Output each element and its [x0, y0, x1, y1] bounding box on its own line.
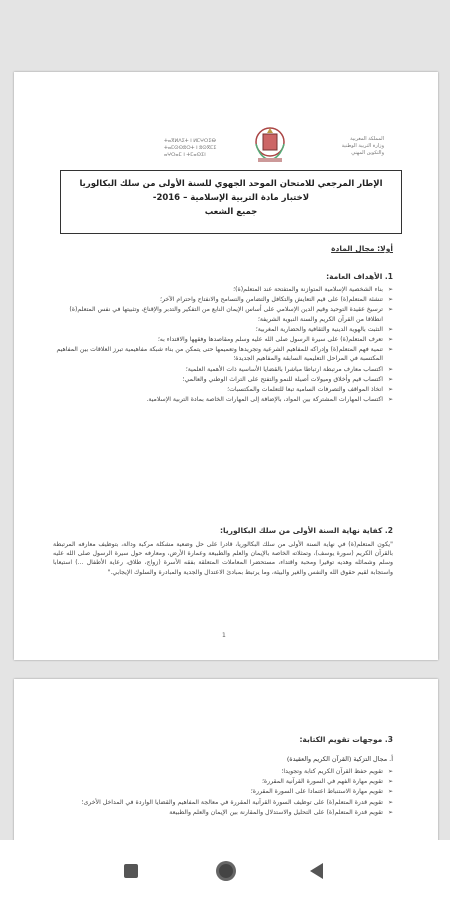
goals-list	[53, 285, 393, 405]
header-line: ⵜⴰⵎⵙⵙⵓⵔⵜ ⵏ ⵓⵙⴳⵎⵉ	[164, 145, 217, 151]
letterhead-arabic	[314, 136, 384, 157]
domain-heading: أ. مجال التزكية (القرآن الكريم والعقيدة)	[286, 755, 393, 763]
list-item: ➢ تعرف المتعلم(ة) على سيرة الرسول صلى الله عليه وسلم ومقاصدها وفقهها والاقتداء به؛	[53, 335, 393, 344]
header-line: وزارة التربية الوطنية	[341, 143, 384, 149]
list-item: ➢ اكتساب المهارات المشتركة بين المواد، بالإضافة إلى المهارات الخاصة بمادة التربية الإسلامية.	[53, 395, 393, 404]
list-item: ➢ ترسيخ عقيدة التوحيد وقيم الدين الإسلامي على أساس الإيمان النابع من التفكير والتدبر والإقناع، وتثبيتها في نفس المتعلم(ة) انطلاقا من القرآن الكريم والسنة النبوية الشريفة؛	[53, 305, 393, 323]
header-line: ⵜⴰⴳⵍⴷⵉⵜ ⵏ ⵍⵎⵖⵔⵉⴱ	[164, 138, 216, 144]
title-line-2: لاختبار مادة التربية الإسلامية – 2016-	[152, 193, 310, 203]
list-item: ➢ تقويم قدرة المتعلم(ة) على توظيف السورة القرآنية المقررة في معالجة المفاهيم والقضايا الواردة في المداخل الأخرى؛	[53, 798, 393, 807]
subsection-heading-goals: 1. الأهداف العامة:	[326, 272, 393, 281]
back-triangle-icon[interactable]	[310, 863, 323, 879]
document-page-1	[14, 72, 438, 660]
exam-title-box	[60, 170, 402, 234]
list-item: ➢ بناء الشخصية الإسلامية المتوازنة والمتفتحة عند المتعلم(ة)؛	[53, 285, 393, 294]
list-item: ➢ تقويم مهارة الاستنباط اعتمادا على السورة المقررة؛	[53, 787, 393, 796]
list-item: ➢ اتخاذ المواقف والتصرفات السامية تبعا للتعلمات والمكتسبات؛	[53, 385, 393, 394]
page-number: 1	[222, 632, 226, 639]
list-item: ➢ تقويم حفظ القرآن الكريم كتابة وتجويدا؛	[53, 767, 393, 776]
assessment-list	[53, 767, 393, 818]
header-line: المملكة المغربية	[350, 136, 384, 142]
subsection-heading-assessment: 3. موجهات تقويم الكتابة:	[299, 735, 393, 744]
list-item: ➢ تنشئة المتعلم(ة) على قيم التعايش والتكافل والتضامن والتسامح والانفتاح واحترام الآخر؛	[53, 295, 393, 304]
competency-paragraph: "يكون المتعلم(ة) في نهاية السنة الأولى من سلك البكالوريا، قادرا على حل وضعية مشكلة مركبة ودالة، بتوظيف معارفه المرتبطة بالقرآن الكريم (سورة يوسف)، وتمثلاته الخاصة بالإيمان والعلم والطبيعة وعمارة الأرض، ومعارفه حول سيرة الرسول صلى الله عليه وسلم وشمائله وهديه توقيرا ومحبة واقتداء، مستحضرا المعاملات المتعلقة بفقه الأسرة (زواج، طلاق، رعاية الأطفال ...) استيعابا واستجابة لقيم حقوق الله والنفس والغير والبيئة، وما يرتبط بمبادئ الاعتدال والجدية والمبادرة والسلوك الإيجابي."	[53, 541, 393, 576]
list-item: ➢ التثبت بالهوية الدينية والثقافية والحضارية المغربية؛	[53, 325, 393, 334]
header-line: ⴰⵖⵔⴰⵎ ⵏ ⵜⵎⴰⵙⵉⵏ	[164, 152, 206, 158]
recents-square-icon[interactable]	[124, 864, 138, 878]
subsection-heading-competency: 2. كفاية نهاية السنة الأولى من سلك البكالوريا:	[220, 526, 393, 535]
title-line-3: جميع الشعب	[204, 207, 258, 217]
title-line-1: الإطار المرجعي للامتحان الموحد الجهوي للسنة الأولى من سلك البكالوريا	[79, 179, 383, 189]
list-item: ➢ تنمية فهم المتعلم(ة) وإدراكه للمفاهيم الشرعية وتجريدها وتعميمها حتى يتمكن من بناء شبكة مفاهيمية تبرز العلاقات بين المفاهيم المكتسبة في المراحل التعليمية السابقة والمفاهيم الجديدة؛	[53, 345, 393, 363]
home-circle-icon[interactable]	[216, 861, 236, 881]
section-heading: أولا: مجال المادة	[331, 244, 393, 253]
letterhead-amazigh	[164, 138, 234, 159]
coat-of-arms-icon	[252, 124, 288, 164]
list-item: ➢ تقويم قدرة المتعلم(ة) على التحليل والاستدلال والمقارنة بين الإيمان والعلم والطبيعة	[53, 808, 393, 817]
list-item: ➢ اكتساب معارف مرتبطة ارتباطا مباشرا بالقضايا الأساسية ذات الأهمية العلمية؛	[53, 365, 393, 374]
header-line: والتكوين المهني	[351, 150, 384, 156]
list-item: ➢ تقويم مهارة الفهم في السورة القرآنية المقررة؛	[53, 777, 393, 786]
list-item: ➢ اكتساب قيم وأخلاق وميولات أصيلة للنمو والتفتح على التراث الوطني والعالمي؛	[53, 375, 393, 384]
